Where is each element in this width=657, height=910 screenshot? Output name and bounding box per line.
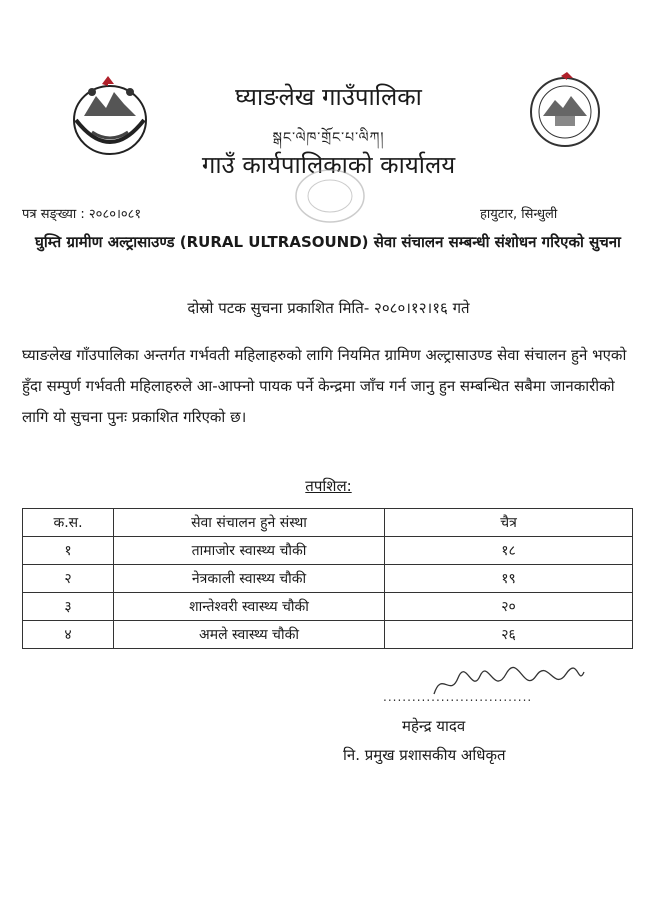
publish-date-line: दोस्रो पटक सुचना प्रकाशित मिति- २०८०।१२।१६ गते — [187, 299, 470, 317]
municipality-title: घ्याङलेख गाउँपालिका — [235, 83, 422, 111]
signature-line: ............................... — [383, 690, 533, 704]
cell-serial: ३ — [23, 593, 114, 621]
reference-number: पत्र सङ्ख्या : २०८०।०८१ — [22, 207, 142, 222]
table-heading: तपशिल: — [305, 477, 352, 495]
column-header-chaitra: चैत्र — [385, 509, 633, 537]
notice-subject: घुम्ति ग्रामीण अल्ट्रासाउण्ड (RURAL ULTRASOUND) सेवा संचालन सम्बन्धी संशोधन गरिएको सुचना — [35, 233, 621, 251]
cell-serial: १ — [23, 537, 114, 565]
signatory-name: महेन्द्र यादव — [402, 717, 466, 735]
column-header-institution: सेवा संचालन हुने संस्था — [114, 509, 385, 537]
table-row — [23, 593, 633, 621]
cell-date: १९ — [385, 565, 633, 593]
cell-institution: तामाजोर स्वास्थ्य चौकी — [114, 537, 385, 565]
column-header-serial: क.स. — [23, 509, 114, 537]
office-stamp-icon — [290, 166, 370, 226]
cell-institution: नेत्रकाली स्वास्थ्य चौकी — [114, 565, 385, 593]
office-title: गाउँ कार्यपालिकाको कार्यालय — [201, 151, 456, 179]
cell-institution: अमले स्वास्थ्य चौकी — [114, 621, 385, 649]
cell-date: १८ — [385, 537, 633, 565]
municipality-title-tibetan: སྒང་ལེཁ་གྲོང་པ་ལིཀ། — [272, 130, 385, 146]
notice-body: घ्याङलेख गाँउपालिका अन्तर्गत गर्भवती महिलाहरुको लागि नियमित ग्रामिण अल्ट्रासाउण्ड सेवा संचालन हुने भएको हुँदा सम्पुर्ण गर्भवती महिलाहरुले आ-आफ्नो पायक पर्ने केन्द्रमा जाँच गर्न जानु हुन सम्बन्धित सबैमा जानकारीको लागि यो सुचना पुनः प्रकाशित गरिएको छ। — [22, 346, 627, 426]
table-header-row — [23, 509, 633, 537]
signatory-designation: नि. प्रमुख प्रशासकीय अधिकृत — [343, 746, 506, 764]
cell-date: २० — [385, 593, 633, 621]
table-row — [23, 621, 633, 649]
cell-serial: २ — [23, 565, 114, 593]
schedule-table — [22, 508, 633, 649]
cell-serial: ४ — [23, 621, 114, 649]
cell-institution: शान्तेश्वरी स्वास्थ्य चौकी — [114, 593, 385, 621]
table-row — [23, 565, 633, 593]
cell-date: २६ — [385, 621, 633, 649]
office-location: हायुटार, सिन्धुली — [480, 207, 558, 222]
table-row — [23, 537, 633, 565]
